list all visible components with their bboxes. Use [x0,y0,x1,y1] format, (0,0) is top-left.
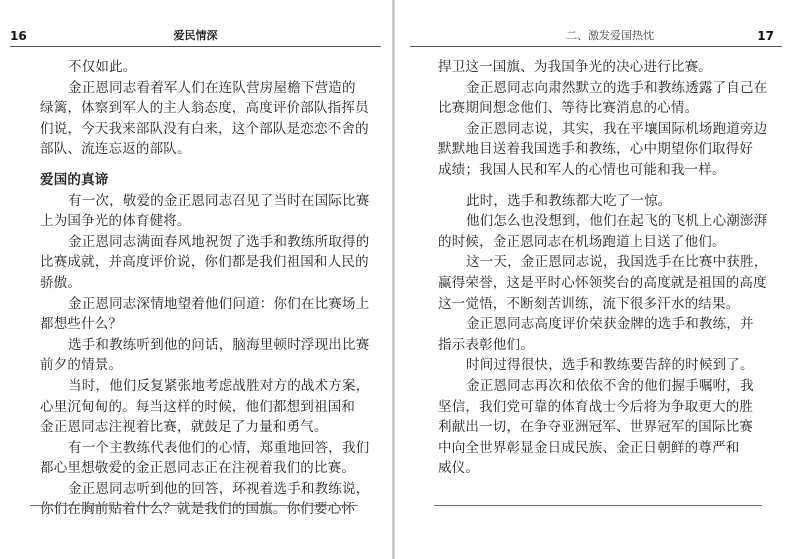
text-line: 绿篱，体察到军人的主人翁态度，高度评价部队指挥员 [40,100,369,117]
text-line: 不仅如此。 [68,59,137,75]
text-line: 这一天，金正恩同志说，我国选手在比赛中获胜， [466,254,768,271]
text-line: 这一觉悟，不断刻苦训练，流下很多汗水的结果。 [438,295,740,312]
text-line: 指示表彰他们。 [438,336,534,353]
text-line: 有一次，敬爱的金正恩同志召见了当时在国际比赛 [68,192,370,209]
right-running-title: 二、激发爱国热忱 [566,29,654,42]
text-line: 选手和教练听到他的问话，脑海里顿时浮现出比赛 [68,336,370,353]
left-page-number: 16 [10,29,27,43]
text-line: 心里沉甸甸的。每当这样的时候，他们都想到祖国和 [40,398,356,415]
text-line: 赢得荣誉，这是平时心怀领奖台的高度就是祖国的高度 [438,274,767,291]
text-line: 金正恩同志听到他的回答，环视着选手和教练说， [68,480,370,497]
text-line: 们说，今天我来部队没有白来，这个部队是恋恋不舍的 [40,120,369,137]
text-line: 的时候，金正恩同志在机场跑道上目送了他们。 [438,233,726,250]
left-page [0,0,391,559]
text-line: 金正恩同志看着军人们在连队营房屋檐下营造的 [68,79,356,96]
text-line: 上为国争光的体育健将。 [40,213,191,230]
left-page-body [40,57,370,520]
text-line: 时间过得很快，选手和教练要告辞的时候到了。 [466,357,754,374]
text-line: 此时，选手和教练都大吃了一惊。 [466,192,672,209]
text-line: 都想些什么？ [40,316,123,333]
right-page [396,0,787,559]
text-line: 威仪。 [438,460,480,477]
text-line: 比赛期间想念他们、等待比赛消息的心情。 [438,100,699,117]
text-line: 利献出一切，在争夺亚洲冠军、世界冠军的国际比赛 [438,419,754,436]
book-gutter [392,0,395,559]
text-line: 比赛成就，并高度评价说，你们都是我们祖国和人民的 [40,254,369,271]
text-line: 坚信，我们党可靠的体育战士今后将为争取更大的胜 [438,398,754,415]
right-page-header [410,27,782,45]
text-line: 金正恩同志向肃然默立的选手和教练透露了自己在 [466,79,768,96]
text-line: 都心里想敬爱的金正恩同志正在注视着我们的比赛。 [40,460,356,477]
right-footer-rule [434,505,762,506]
text-line: 部队、流连忘返的部队。 [40,141,191,158]
left-footer-rule [30,505,358,506]
text-line: 你们在胸前贴着什么？就是我们的国旗。你们要心怀 [40,501,356,518]
paragraph-gap [40,160,356,170]
text-line: 骄傲。 [40,274,82,291]
text-line: 金正恩同志深情地望着他们问道：你们在比赛场上 [68,295,370,312]
right-page-number: 17 [757,29,774,43]
text-line: 成绩；我国人民和军人的心情也可能和我一样。 [438,161,726,178]
left-page-header [10,27,381,45]
paragraph-gap [438,181,758,191]
text-line: 金正恩同志再次和依依不舍的他们握手嘱咐，我 [466,377,754,394]
left-header-rule [10,46,381,47]
text-line: 前夕的情景。 [40,357,123,374]
text-line: 中向全世界彰显金日成民族、金正日朝鲜的尊严和 [438,439,740,456]
text-line: 默默地目送着我国选手和教练，心中期望你们取得好 [438,141,754,158]
text-line: 金正恩同志满面春风地祝贺了选手和教练所取得的 [68,233,370,250]
text-line: 有一个主教练代表他们的心情，郑重地回答，我们 [68,439,370,456]
text-line: 当时，他们反复紧张地考虑战胜对方的战术方案， [68,377,370,394]
text-line: 金正恩同志注视着比赛，就鼓足了力量和勇气。 [40,419,328,436]
left-running-title: 爱民情深 [173,29,218,42]
text-line: 捍卫这一国旗、为我国争光的决心进行比赛。 [438,59,712,75]
text-line: 金正恩同志说，其实，我在平壤国际机场跑道旁边 [466,120,768,137]
right-page-body [438,57,768,479]
section-heading: 爱国的真谛 [40,171,109,188]
text-line: 他们怎么也没想到，他们在起飞的飞机上心潮澎湃 [466,213,768,230]
right-header-rule [410,46,782,47]
text-line: 金正恩同志高度评价荣获金牌的选手和教练，并 [466,316,754,333]
